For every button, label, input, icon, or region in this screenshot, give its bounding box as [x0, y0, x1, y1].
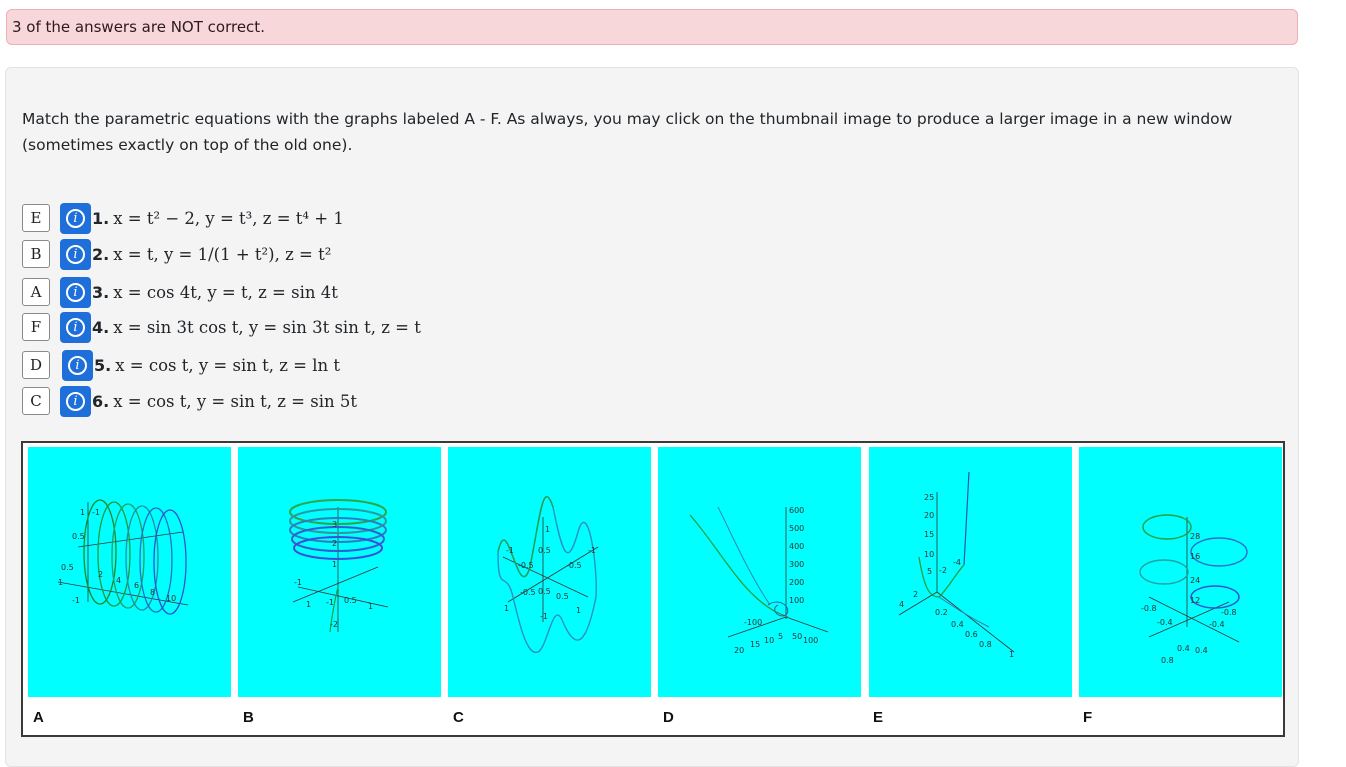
tick-label: 10	[924, 550, 935, 559]
graph-label-a: A	[33, 709, 44, 726]
tick-label: 200	[789, 578, 805, 587]
tick-label: 50	[792, 632, 803, 641]
tick-label: 1	[576, 606, 582, 615]
tick-label: -1	[294, 578, 302, 587]
tick-label: 500	[789, 524, 805, 533]
tick-label: 10	[166, 594, 177, 603]
question-number: 4.	[92, 317, 110, 337]
tick-label: 0.5	[72, 532, 85, 541]
graph-thumbnail-e[interactable]	[869, 447, 1072, 697]
tick-label: 0.4	[951, 620, 964, 629]
graph-thumbnail-b[interactable]	[238, 447, 441, 697]
tick-label: 0.5	[538, 587, 551, 596]
info-circle-icon: i	[66, 283, 85, 302]
tick-label: -1	[72, 596, 80, 605]
tick-label: 0.6	[965, 630, 978, 639]
info-button[interactable]	[60, 312, 91, 343]
answer-input-1[interactable]: E	[22, 204, 50, 232]
info-circle-icon: i	[66, 392, 85, 411]
question-row-6	[22, 386, 357, 416]
graph-e-plot	[869, 447, 1072, 697]
tick-label: -0.5	[566, 561, 582, 570]
graph-d-plot	[658, 447, 861, 697]
question-number: 3.	[92, 282, 110, 302]
graph-b-plot	[238, 447, 441, 697]
graph-label-c: C	[453, 709, 464, 726]
tick-label: 5	[778, 632, 784, 641]
question-equation: x = t² − 2, y = t³, z = t⁴ + 1	[113, 208, 344, 228]
graph-label-b: B	[243, 709, 254, 726]
tick-label: 20	[734, 646, 745, 655]
tick-label: 24	[1190, 576, 1201, 585]
tick-label: 1	[306, 600, 312, 609]
answer-input-2[interactable]: B	[22, 240, 50, 268]
tick-label: 1	[504, 604, 510, 613]
question-prompt: Match the parametric equations with the graphs labeled A - F. As always, you may click on the thumbnail image to produce a larger image in a new window (sometimes exactly on top of the old one).	[22, 110, 1233, 154]
tick-label: 0.5	[556, 592, 569, 601]
info-button[interactable]	[60, 386, 91, 417]
tick-label: 300	[789, 560, 805, 569]
answer-input-5[interactable]: D	[22, 351, 50, 379]
info-button[interactable]	[60, 203, 91, 234]
tick-label: 1	[80, 508, 86, 517]
tick-label: 25	[924, 493, 935, 502]
graph-label-d: D	[663, 709, 674, 726]
tick-label: 12	[1190, 596, 1201, 605]
tick-label: 100	[803, 636, 819, 645]
tick-label: 6	[134, 581, 140, 590]
tick-label: 0.2	[935, 608, 948, 617]
graph-thumbnail-f[interactable]	[1079, 447, 1282, 697]
tick-label: -2	[330, 620, 338, 629]
graph-f-plot	[1079, 447, 1282, 697]
graph-c-plot	[448, 447, 651, 697]
info-circle-icon: i	[66, 209, 85, 228]
tick-label: -0.5	[520, 588, 536, 597]
tick-label: 0.5	[538, 546, 551, 555]
question-equation: x = cos t, y = sin t, z = ln t	[115, 355, 341, 375]
question-equation: x = sin 3t cos t, y = sin 3t sin t, z = t	[113, 317, 421, 337]
info-circle-icon: i	[66, 245, 85, 264]
question-number: 6.	[92, 391, 110, 411]
tick-label: -1	[588, 546, 596, 555]
graph-label-f: F	[1083, 709, 1093, 726]
tick-label: 3	[332, 520, 338, 529]
tick-label: -0.4	[1157, 618, 1173, 627]
question-row-3	[22, 277, 338, 307]
tick-label: -2	[939, 566, 947, 575]
tick-label: -1	[540, 612, 548, 621]
info-button[interactable]	[60, 277, 91, 308]
graph-label-e: E	[873, 709, 884, 726]
answer-input-4[interactable]: F	[22, 313, 50, 341]
tick-label: 100	[789, 596, 805, 605]
tick-label: -1	[326, 598, 334, 607]
tick-label: 400	[789, 542, 805, 551]
question-equation: x = cos t, y = sin t, z = sin 5t	[113, 391, 357, 411]
tick-label: 4	[116, 576, 122, 585]
question-row-5	[22, 350, 340, 380]
tick-label: -4	[953, 558, 961, 567]
tick-label: 15	[924, 530, 935, 539]
tick-label: 2	[98, 570, 104, 579]
tick-label: 10	[764, 636, 775, 645]
tick-label: 2	[913, 590, 919, 599]
tick-label: -1	[506, 546, 514, 555]
tick-label: 16	[1190, 552, 1201, 561]
alert-message: 3 of the answers are NOT correct.	[12, 18, 265, 36]
tick-label: 1	[332, 560, 338, 569]
tick-label: -0.8	[1141, 604, 1157, 613]
question-panel	[5, 67, 1299, 767]
question-number: 1.	[92, 208, 110, 228]
tick-label: 0.4	[1195, 646, 1208, 655]
question-equation: x = t, y = 1/(1 + t²), z = t²	[113, 244, 332, 264]
question-row-4	[22, 312, 421, 342]
question-row-1	[22, 203, 344, 233]
answer-input-6[interactable]: C	[22, 387, 50, 415]
info-circle-icon: i	[66, 318, 85, 337]
tick-label: 20	[924, 511, 935, 520]
tick-label: 8	[150, 588, 156, 597]
tick-label: 0.4	[1177, 644, 1190, 653]
graph-gallery	[21, 441, 1285, 737]
tick-label: 4	[899, 600, 905, 609]
tick-label: 0.8	[1161, 656, 1174, 665]
info-button[interactable]	[60, 239, 91, 270]
tick-label: 1	[545, 525, 551, 534]
question-row-2	[22, 239, 331, 269]
tick-label: -0.5	[518, 561, 534, 570]
tick-label: 0.5	[61, 563, 74, 572]
tick-label: 1	[1009, 650, 1015, 659]
question-number: 5.	[94, 355, 112, 375]
question-number: 2.	[92, 244, 110, 264]
tick-label: -100	[744, 618, 763, 627]
tick-label: 0.5	[344, 596, 357, 605]
info-circle-icon: i	[68, 356, 87, 375]
info-button[interactable]	[62, 350, 93, 381]
tick-label: -1	[92, 508, 100, 517]
graph-a-plot	[28, 447, 231, 697]
answer-input-3[interactable]: A	[22, 278, 50, 306]
question-equation: x = cos 4t, y = t, z = sin 4t	[113, 282, 338, 302]
error-alert	[6, 9, 1298, 45]
tick-label: 1	[368, 602, 374, 611]
tick-label: -0.4	[1209, 620, 1225, 629]
graph-thumbnail-c[interactable]	[448, 447, 651, 697]
tick-label: 2	[332, 539, 338, 548]
tick-label: -0.8	[1221, 608, 1237, 617]
tick-label: 600	[789, 506, 805, 515]
tick-label: 28	[1190, 532, 1201, 541]
graph-thumbnail-a[interactable]	[28, 447, 231, 697]
tick-label: 0.8	[979, 640, 992, 649]
tick-label: 15	[750, 640, 761, 649]
graph-thumbnail-d[interactable]	[658, 447, 861, 697]
tick-label: 5	[927, 567, 933, 576]
tick-label: 1	[58, 578, 64, 587]
